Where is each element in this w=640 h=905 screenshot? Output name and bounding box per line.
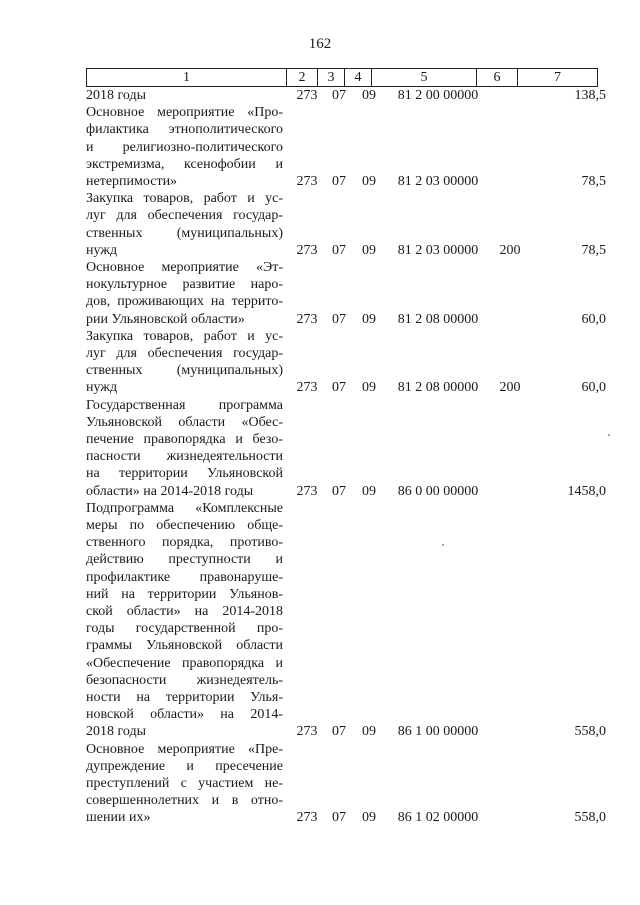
row-cell-c2: 273 <box>296 174 318 189</box>
row-cell-c3: 07 <box>332 483 346 499</box>
row-cell-c3: 07 <box>332 311 346 327</box>
description-line: шении их» <box>86 810 151 826</box>
description-line: пасности жизнедеятельности <box>86 449 283 465</box>
row-cell-c2: 273 <box>296 242 318 258</box>
description-line: Государственная программа <box>86 397 283 413</box>
row-cell-c6: 200 <box>499 380 521 396</box>
row-description <box>86 328 283 397</box>
row-description <box>86 259 283 328</box>
description-line: нужд <box>86 242 118 258</box>
description-line: экстремизма, ксенофобии и <box>86 156 283 172</box>
row-cell-c5: 86 1 00 00000 <box>397 724 479 740</box>
row-cell-c4: 09 <box>362 174 376 189</box>
row-cell-c7: 60,0 <box>581 311 606 327</box>
row-cell-c7: 78,5 <box>581 242 606 258</box>
description-line: луг для обеспечения государ- <box>86 346 283 361</box>
description-line: ственного порядка, противо- <box>86 535 283 551</box>
row-cell-c7: 78,5 <box>581 174 606 189</box>
description-line: нетерпимости» <box>86 174 178 189</box>
row-description <box>86 741 283 827</box>
description-line: ской области» на 2014-2018 <box>86 604 283 620</box>
description-line: Основное мероприятие «Пре- <box>86 741 283 757</box>
row-cell-c7: 558,0 <box>574 810 606 826</box>
row-cell-c3: 07 <box>332 88 346 103</box>
description-line: Основное мероприятие «Про- <box>86 105 283 121</box>
header-col-5: 5 <box>372 69 477 86</box>
description-line: Подпрограмма «Комплексные <box>86 500 283 516</box>
row-cell-c4: 09 <box>362 311 376 327</box>
row-cell-c5: 81 2 03 00000 <box>397 242 479 258</box>
row-cell-c2: 273 <box>296 724 318 740</box>
description-line: ственных (муниципальных) <box>86 225 283 241</box>
description-line: луг для обеспечения государ- <box>86 208 283 224</box>
description-line: ности на территории Улья- <box>86 690 283 706</box>
row-cell-c4: 09 <box>362 724 376 740</box>
description-line: преступлений с участием не- <box>86 776 283 791</box>
description-line: «Обеспечение правопорядка и <box>86 655 283 671</box>
row-cell-c3: 07 <box>332 810 346 826</box>
row-cell-c4: 09 <box>362 242 376 258</box>
scan-speck <box>608 434 610 436</box>
row-cell-c2: 273 <box>296 88 318 103</box>
scan-speck <box>442 544 444 546</box>
row-cell-c2: 273 <box>296 380 318 396</box>
row-description <box>86 87 283 104</box>
description-line: ственных (муниципальных) <box>86 363 283 379</box>
description-line: безопасности жизнедеятель- <box>86 672 283 688</box>
row-cell-c3: 07 <box>332 724 346 740</box>
description-line: 2018 годы <box>86 88 147 103</box>
row-description <box>86 104 283 190</box>
row-cell-c5: 81 2 00 00000 <box>397 88 479 103</box>
description-line: ний на территории Ульянов- <box>86 586 283 602</box>
row-cell-c4: 09 <box>362 483 376 499</box>
row-cell-c7: 558,0 <box>574 724 606 740</box>
header-col-2: 2 <box>287 69 318 86</box>
row-cell-c4: 09 <box>362 810 376 826</box>
header-col-6: 6 <box>477 69 518 86</box>
description-line: филактика этнополитического <box>86 122 283 138</box>
description-line: Основное мероприятие «Эт- <box>86 260 283 275</box>
description-line: печение правопорядка и безо- <box>86 432 283 447</box>
header-col-4: 4 <box>345 69 372 86</box>
row-cell-c7: 138,5 <box>574 88 606 103</box>
row-cell-c2: 273 <box>296 483 318 499</box>
description-line: профилактике правонаруше- <box>86 569 283 585</box>
header-col-7: 7 <box>518 69 598 86</box>
description-line: совершеннолетних и в отно- <box>86 793 283 809</box>
row-cell-c5: 86 1 02 00000 <box>397 810 479 826</box>
row-description <box>86 190 283 259</box>
row-description <box>86 500 283 741</box>
row-cell-c5: 81 2 03 00000 <box>397 174 479 189</box>
description-line: Закупка товаров, работ и ус- <box>86 328 283 344</box>
description-line: области» на 2014-2018 годы <box>86 483 254 499</box>
description-line: нокультурное развитие наро- <box>86 277 283 293</box>
row-cell-c2: 273 <box>296 311 318 327</box>
row-cell-c5: 81 2 08 00000 <box>397 380 479 396</box>
description-line: дов, проживающих на террито- <box>86 294 283 310</box>
row-cell-c3: 07 <box>332 380 346 396</box>
row-cell-c4: 09 <box>362 380 376 396</box>
description-line: и религиозно-политического <box>86 139 283 155</box>
row-cell-c7: 1458,0 <box>567 483 606 499</box>
row-cell-c4: 09 <box>362 88 376 103</box>
description-line: годы государственной про- <box>86 621 283 637</box>
row-description <box>86 397 283 500</box>
page-number: 162 <box>308 36 332 52</box>
description-line: новской области» на 2014- <box>86 707 283 723</box>
row-cell-c6: 200 <box>499 242 521 258</box>
row-cell-c7: 60,0 <box>581 380 606 396</box>
row-cell-c2: 273 <box>296 810 318 826</box>
description-line: 2018 годы <box>86 724 147 740</box>
header-col-1: 1 <box>87 69 287 86</box>
description-line: дупреждение и пресечение <box>86 758 283 774</box>
header-col-3: 3 <box>318 69 345 86</box>
description-line: граммы Ульяновской области <box>86 638 283 654</box>
description-line: действию преступности и <box>86 552 283 568</box>
description-line: Закупка товаров, работ и ус- <box>86 191 283 207</box>
row-cell-c5: 86 0 00 00000 <box>397 483 479 499</box>
row-cell-c3: 07 <box>332 242 346 258</box>
row-cell-c3: 07 <box>332 174 346 189</box>
description-line: Ульяновской области «Обес- <box>86 414 283 430</box>
description-line: на территории Ульяновской <box>86 466 283 482</box>
description-line: нужд <box>86 380 118 396</box>
description-line: рии Ульяновской области» <box>86 311 245 327</box>
description-line: меры по обеспечению обще- <box>86 518 283 533</box>
row-cell-c5: 81 2 08 00000 <box>397 311 479 327</box>
